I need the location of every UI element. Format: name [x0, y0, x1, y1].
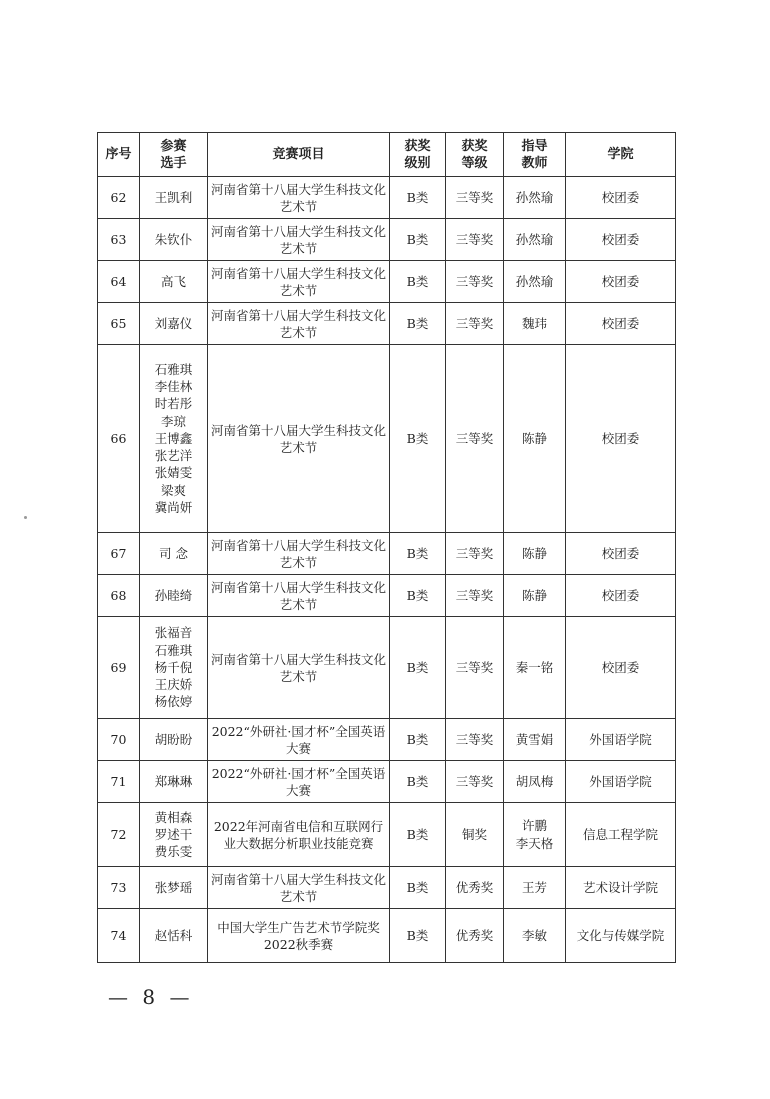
- cell-names-line: 王凯利: [154, 189, 193, 205]
- cell-names: [140, 303, 208, 345]
- cell-college: 外国语学院: [566, 719, 676, 761]
- cell-level: B类: [390, 719, 446, 761]
- cell-no: 67: [98, 533, 140, 575]
- cell-project: 2022“外研社·国才杯”全国英语大赛: [208, 761, 390, 803]
- table-row: [98, 617, 676, 719]
- cell-names: [140, 617, 208, 719]
- cell-names: [140, 867, 208, 909]
- cell-no: 70: [98, 719, 140, 761]
- cell-names-line: 郑琳琳: [154, 773, 193, 789]
- cell-names-line: 张婧雯: [154, 465, 193, 481]
- cell-college: 文化与传媒学院: [566, 909, 676, 963]
- cell-teachers-line: 黄雪娟: [515, 731, 554, 747]
- cell-no: 73: [98, 867, 140, 909]
- column-header: 学院: [566, 133, 676, 177]
- margin-dot: [24, 516, 27, 519]
- cell-names-line: 费乐雯: [154, 844, 193, 860]
- cell-college: 校团委: [566, 575, 676, 617]
- cell-teachers-line: 李敏: [521, 927, 547, 943]
- cell-project: 河南省第十八届大学生科技文化艺术节: [208, 617, 390, 719]
- cell-names-line: 张福音: [154, 625, 193, 641]
- cell-college: 信息工程学院: [566, 803, 676, 867]
- table-row: [98, 219, 676, 261]
- cell-project: 河南省第十八届大学生科技文化艺术节: [208, 867, 390, 909]
- cell-names-line: 罗述干: [154, 826, 193, 842]
- cell-names-line: 孙睦绮: [154, 587, 193, 603]
- cell-college: 校团委: [566, 303, 676, 345]
- cell-names: [140, 909, 208, 963]
- cell-grade: 三等奖: [446, 303, 504, 345]
- cell-no: 68: [98, 575, 140, 617]
- cell-college: 校团委: [566, 177, 676, 219]
- cell-names-line: 冀尚妍: [154, 500, 193, 516]
- cell-teachers: [504, 177, 566, 219]
- table-row: [98, 533, 676, 575]
- cell-names: [140, 261, 208, 303]
- cell-names-line: 张艺洋: [154, 448, 193, 464]
- cell-names: [140, 345, 208, 533]
- cell-teachers: [504, 533, 566, 575]
- table-row: [98, 177, 676, 219]
- cell-names-line: 石雅琪: [154, 361, 193, 377]
- cell-names-line: 王庆娇: [154, 677, 193, 693]
- cell-names-line: 时若彤: [154, 396, 193, 412]
- awards-table: [97, 132, 676, 963]
- cell-names-line: 杨千倪: [154, 659, 193, 675]
- cell-names-line: 赵恬科: [154, 927, 193, 943]
- cell-grade: 铜奖: [446, 803, 504, 867]
- cell-project: 河南省第十八届大学生科技文化艺术节: [208, 219, 390, 261]
- cell-college: 校团委: [566, 533, 676, 575]
- cell-names-line: 张梦瑶: [154, 879, 193, 895]
- cell-teachers-line: 王芳: [521, 879, 547, 895]
- table-row: [98, 345, 676, 533]
- cell-names-line: 黄相森: [154, 809, 193, 825]
- cell-names-line: 王博鑫: [154, 430, 193, 446]
- cell-teachers: [504, 909, 566, 963]
- cell-grade: 三等奖: [446, 345, 504, 533]
- cell-grade: 三等奖: [446, 261, 504, 303]
- cell-teachers-line: 孙然瑜: [515, 273, 554, 289]
- cell-level: B类: [390, 803, 446, 867]
- cell-names-line: 胡盼盼: [154, 731, 193, 747]
- cell-names-line: 李佳林: [154, 378, 193, 394]
- cell-names-line: 刘嘉仪: [154, 315, 193, 331]
- cell-project: 河南省第十八届大学生科技文化艺术节: [208, 177, 390, 219]
- cell-no: 63: [98, 219, 140, 261]
- table-row: [98, 575, 676, 617]
- cell-names: [140, 719, 208, 761]
- table-row: [98, 761, 676, 803]
- cell-project: 河南省第十八届大学生科技文化艺术节: [208, 303, 390, 345]
- cell-teachers: [504, 719, 566, 761]
- column-header: 指导 教师: [504, 133, 566, 177]
- cell-level: B类: [390, 575, 446, 617]
- cell-project: 河南省第十八届大学生科技文化艺术节: [208, 575, 390, 617]
- table-body: [98, 177, 676, 963]
- cell-teachers-line: 陈静: [521, 545, 547, 561]
- cell-project: 2022年河南省电信和互联网行业大数据分析职业技能竞赛: [208, 803, 390, 867]
- cell-teachers-line: 孙然瑜: [515, 189, 554, 205]
- cell-level: B类: [390, 303, 446, 345]
- cell-grade: 优秀奖: [446, 867, 504, 909]
- cell-college: 外国语学院: [566, 761, 676, 803]
- cell-grade: 三等奖: [446, 761, 504, 803]
- table-row: [98, 303, 676, 345]
- cell-names-line: 梁爽: [160, 482, 186, 498]
- column-header: 竞赛项目: [208, 133, 390, 177]
- cell-teachers: [504, 261, 566, 303]
- cell-no: 64: [98, 261, 140, 303]
- cell-teachers: [504, 345, 566, 533]
- cell-no: 65: [98, 303, 140, 345]
- cell-teachers-line: 孙然瑜: [515, 231, 554, 247]
- cell-no: 62: [98, 177, 140, 219]
- table-row: [98, 909, 676, 963]
- cell-names: [140, 177, 208, 219]
- cell-no: 69: [98, 617, 140, 719]
- cell-level: B类: [390, 219, 446, 261]
- cell-teachers: [504, 867, 566, 909]
- cell-college: 校团委: [566, 261, 676, 303]
- cell-names-line: 高飞: [160, 273, 186, 289]
- table-row: [98, 719, 676, 761]
- cell-level: B类: [390, 533, 446, 575]
- cell-college: 校团委: [566, 617, 676, 719]
- cell-grade: 三等奖: [446, 617, 504, 719]
- cell-grade: 三等奖: [446, 719, 504, 761]
- cell-teachers-line: 秦一铭: [515, 659, 554, 675]
- cell-names: [140, 803, 208, 867]
- column-header: 获奖 级别: [390, 133, 446, 177]
- cell-no: 71: [98, 761, 140, 803]
- column-header: 参赛 选手: [140, 133, 208, 177]
- cell-level: B类: [390, 761, 446, 803]
- cell-grade: 优秀奖: [446, 909, 504, 963]
- cell-level: B类: [390, 345, 446, 533]
- cell-teachers-line: 胡凤梅: [515, 773, 554, 789]
- cell-college: 校团委: [566, 345, 676, 533]
- cell-college: 艺术设计学院: [566, 867, 676, 909]
- cell-teachers-line: 李天格: [515, 835, 554, 851]
- cell-names-line: 朱钦仆: [154, 231, 193, 247]
- cell-names: [140, 761, 208, 803]
- cell-teachers: [504, 575, 566, 617]
- cell-teachers: [504, 219, 566, 261]
- cell-no: 66: [98, 345, 140, 533]
- table-row: [98, 803, 676, 867]
- table-header-row: [98, 133, 676, 177]
- cell-teachers: [504, 303, 566, 345]
- table-row: [98, 261, 676, 303]
- cell-level: B类: [390, 177, 446, 219]
- cell-names-line: 李琼: [160, 413, 186, 429]
- cell-project: 河南省第十八届大学生科技文化艺术节: [208, 533, 390, 575]
- cell-names-line: 杨依婷: [154, 694, 193, 710]
- cell-teachers: [504, 761, 566, 803]
- cell-grade: 三等奖: [446, 533, 504, 575]
- cell-level: B类: [390, 617, 446, 719]
- cell-teachers-line: 魏玮: [521, 315, 547, 331]
- cell-names-line: 石雅琪: [154, 642, 193, 658]
- cell-project: 河南省第十八届大学生科技文化艺术节: [208, 261, 390, 303]
- cell-project: 2022“外研社·国才杯”全国英语大赛: [208, 719, 390, 761]
- cell-names: [140, 533, 208, 575]
- cell-level: B类: [390, 867, 446, 909]
- cell-project: 河南省第十八届大学生科技文化艺术节: [208, 345, 390, 533]
- cell-no: 72: [98, 803, 140, 867]
- cell-names: [140, 575, 208, 617]
- cell-teachers: [504, 617, 566, 719]
- table-row: [98, 867, 676, 909]
- cell-grade: 三等奖: [446, 219, 504, 261]
- cell-no: 74: [98, 909, 140, 963]
- cell-grade: 三等奖: [446, 177, 504, 219]
- column-header: 序号: [98, 133, 140, 177]
- cell-level: B类: [390, 261, 446, 303]
- cell-teachers-line: 许鹏: [521, 818, 547, 834]
- cell-college: 校团委: [566, 219, 676, 261]
- cell-project: 中国大学生广告艺术节学院奖2022秋季赛: [208, 909, 390, 963]
- cell-teachers: [504, 803, 566, 867]
- cell-teachers-line: 陈静: [521, 587, 547, 603]
- cell-grade: 三等奖: [446, 575, 504, 617]
- cell-names: [140, 219, 208, 261]
- cell-teachers-line: 陈静: [521, 430, 547, 446]
- column-header: 获奖 等级: [446, 133, 504, 177]
- page-number: — 8 —: [108, 985, 194, 1009]
- cell-names-line: 司 念: [159, 545, 188, 561]
- cell-level: B类: [390, 909, 446, 963]
